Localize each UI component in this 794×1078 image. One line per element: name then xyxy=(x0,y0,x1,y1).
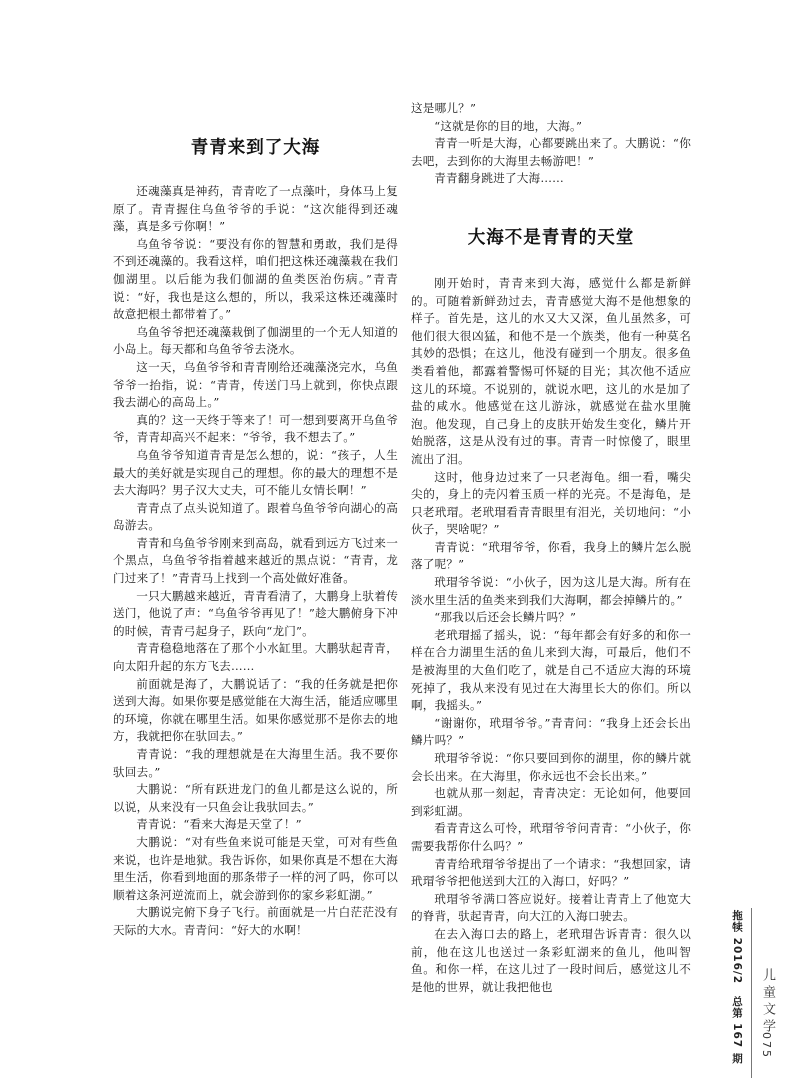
paragraph: 青青翻身跳进了大海…… xyxy=(434,171,564,186)
paragraph: “那我以后还会长鳞片吗？” xyxy=(434,610,577,625)
paragraph: 在去入海口去的路上，老玳瑁告诉青青：很久以前，他在这儿也送过一条彩虹湖来的鱼儿，他叫智鱼。和你一样，在这儿过了一段时间后，感觉这儿不是他的世界，就让我把他也 xyxy=(411,926,691,994)
page-number: 075 xyxy=(760,1032,773,1059)
paragraph: 玳瑁爷爷说：“小伙子，因为这儿是大海。所有在淡水里生活的鱼类来到我们大海啊，都会掉鳞片的。” xyxy=(411,575,691,607)
paragraph: 青青点了点头说知道了。跟着乌鱼爷爷向湖心的高岛游去。 xyxy=(113,500,398,533)
paragraph: 老玳瑁摇了摇头，说：“每年都会有好多的和你一样在合力湖里生活的鱼儿来到大海，可最后，他们不是被海里的大鱼们吃了，就是自己不适应大海的环境死掉了，我从来没有见过在大海里长大的你们。所以啊，我摇头。” xyxy=(411,627,691,713)
right-column xyxy=(411,0,691,996)
left-column xyxy=(113,0,398,940)
paragraph: 大鹏说：“对有些鱼来说可能是天堂，可对有些鱼来说，也许是地狱。我告诉你，如果你真是不想在大海里生活，你看到地面的那条带子一样的河了吗，你可以顺着这条河逆流而上，就会游到你的家乡彩虹湖。” xyxy=(113,834,398,902)
paragraph: 青青和乌鱼爷爷刚来到高岛，就看到远方飞过来一个黑点，乌鱼爷爷指着越来越近的黑点说：“青青，龙门过来了！”青青马上找到一个高处做好准备。 xyxy=(113,535,398,586)
journal-name: 儿童文学 xyxy=(760,968,775,1036)
paragraph: 青青说：“我的理想就是在大海里生活。我不要你驮回去。” xyxy=(113,747,398,779)
paragraph: 青青说：“看来大海是天堂了！” xyxy=(136,817,302,832)
paragraph: 乌鱼爷爷知道青青是怎么想的，说：“孩子，人生最大的美好就是实现自己的理想。你的最大的理想不是去大海吗？男子汉大丈夫，可不能儿女情长啊！” xyxy=(113,447,398,498)
paragraph: 玳瑁爷爷满口答应说好。接着让青青上了他宽大的脊背，驮起青青，向大江的入海口驶去。 xyxy=(411,891,691,924)
issue-info: 拖犊 2016/2 总第 167 期 xyxy=(731,910,743,1065)
paragraph: 青青稳稳地落在了那个小水缸里。大鹏驮起青青，向太阳升起的东方飞去…… xyxy=(113,641,398,674)
paragraph: 一只大鹏越来越近，青青看清了，大鹏身上驮着传送门，他说了声：“乌鱼爷爷再见了！”趁大鹏俯身下冲的时候，青青弓起身子，跃向“龙门”。 xyxy=(113,588,398,638)
paragraph: 乌鱼爷爷说：“要没有你的智慧和勇敢，我们是得不到还魂藻的。我看这样，咱们把这株还魂藻栽在我们伽湖里。以后能为我们伽湖的鱼类医治伤病。”青青说：“好，我也是这么想的，所以，我采这株还魂藻时故意把根土都带着了。” xyxy=(113,236,398,322)
story-title-1: 青青来到了大海 xyxy=(190,138,321,158)
right-continuation xyxy=(411,100,691,188)
paragraph: 前面就是海了，大鹏说话了：“我的任务就是把你送到大海。如果你要是感觉能在大海生活，能适应哪里的环境，你就在哪里生活。如果你感觉那不是你去的地方，我就把你在驮回去。” xyxy=(113,676,398,744)
paragraph: 看青青这么可怜，玳瑁爷爷问青青：“小伙子，你需要我帮你什么吗？” xyxy=(411,821,691,853)
paragraph: “这就是你的目的地，大海。” xyxy=(434,118,583,133)
paragraph: 这是哪儿？” xyxy=(411,101,477,115)
story-title-2: 大海不是青青的天堂 xyxy=(467,227,635,248)
left-body xyxy=(113,183,398,940)
paragraph: 也就从那一刻起，青青决定：无论如何，他要回到彩虹湖。 xyxy=(411,786,691,818)
paragraph: 青青给玳瑁爷爷提出了一个请求：“我想回家，请玳瑁爷爷把他送到大江的入海口，好吗？” xyxy=(411,856,691,889)
paragraph: 大鹏说：“所有跃进龙门的鱼儿都是这么说的，所以说，从来没有一只鱼会让我驮回去。” xyxy=(113,782,398,814)
margin-rule xyxy=(751,908,752,1078)
right-body xyxy=(411,275,691,996)
paragraph: 玳瑁爷爷说：“你只要回到你的湖里，你的鳞片就会长出来。在大海里，你永远也不会长出来。” xyxy=(411,751,691,783)
paragraph: 这时，他身边过来了一只老海龟。细一看，嘴尖尖的，身上的壳闪着玉质一样的光亮。不是海龟，是只老玳瑁。老玳瑁看青青眼里有泪光，关切地问：“小伙子，哭啥呢？” xyxy=(411,469,691,537)
paragraph: 真的？这一天终于等来了！可一想到要离开乌鱼爷爷，青青却高兴不起来：“爷爷，我不想去了。” xyxy=(113,412,398,445)
paragraph: 这一天，乌鱼爷爷和青青刚给还魂藻浇完水，乌鱼爷爷一抬指，说：“青青，传送门马上就到，你快点跟我去湖心的高岛上。” xyxy=(113,359,398,410)
paragraph: 还魂藻真是神药，青青吃了一点藻叶，身体马上复原了。青青握住乌鱼爷爷的手说：“这次能得到还魂藻，真是多亏你啊！” xyxy=(113,184,398,234)
paragraph: 乌鱼爷爷把还魂藻栽倒了伽湖里的一个无人知道的小岛上。每天都和乌鱼爷爷去浇水。 xyxy=(113,324,398,357)
paragraph: 刚开始时，青青来到大海，感觉什么都是新鲜的。可随着新鲜劲过去，青青感觉大海不是他想象的样子。首先是，这儿的水又大又深，鱼儿虽然多，可他们很大很凶猛，和他不是一个族类，他有一种莫名其妙的恐惧；在这儿，他没有碰到一个朋友。很多鱼类看着他，都露着警惕可怀疑的目光；其次他不适应这儿的环境。不说别的，就说水吧，这儿的水是加了盐的咸水。他感觉在这儿游泳，就感觉在盐水里腌泡。他发现，自己身上的皮肤开始发生变化，鳞片开始脱落，这是从没有过的事。青青一时惊傻了，眼里流出了泪。 xyxy=(411,275,691,466)
paragraph: 青青说：“玳瑁爷爷，你看，我身上的鳞片怎么脱落了呢？” xyxy=(411,539,691,572)
paragraph: “谢谢你，玳瑁爷爷。”青青问：“我身上还会长出鳞片吗？” xyxy=(411,715,691,748)
paragraph: 青青一听是大海，心都要跳出来了。大鹏说：“你去吧，去到你的大海里去畅游吧！” xyxy=(411,136,691,168)
paragraph: 大鹏说完俯下身子飞行。前面就是一片白茫茫没有天际的大水。青青问：“好大的水啊！ xyxy=(113,905,398,937)
